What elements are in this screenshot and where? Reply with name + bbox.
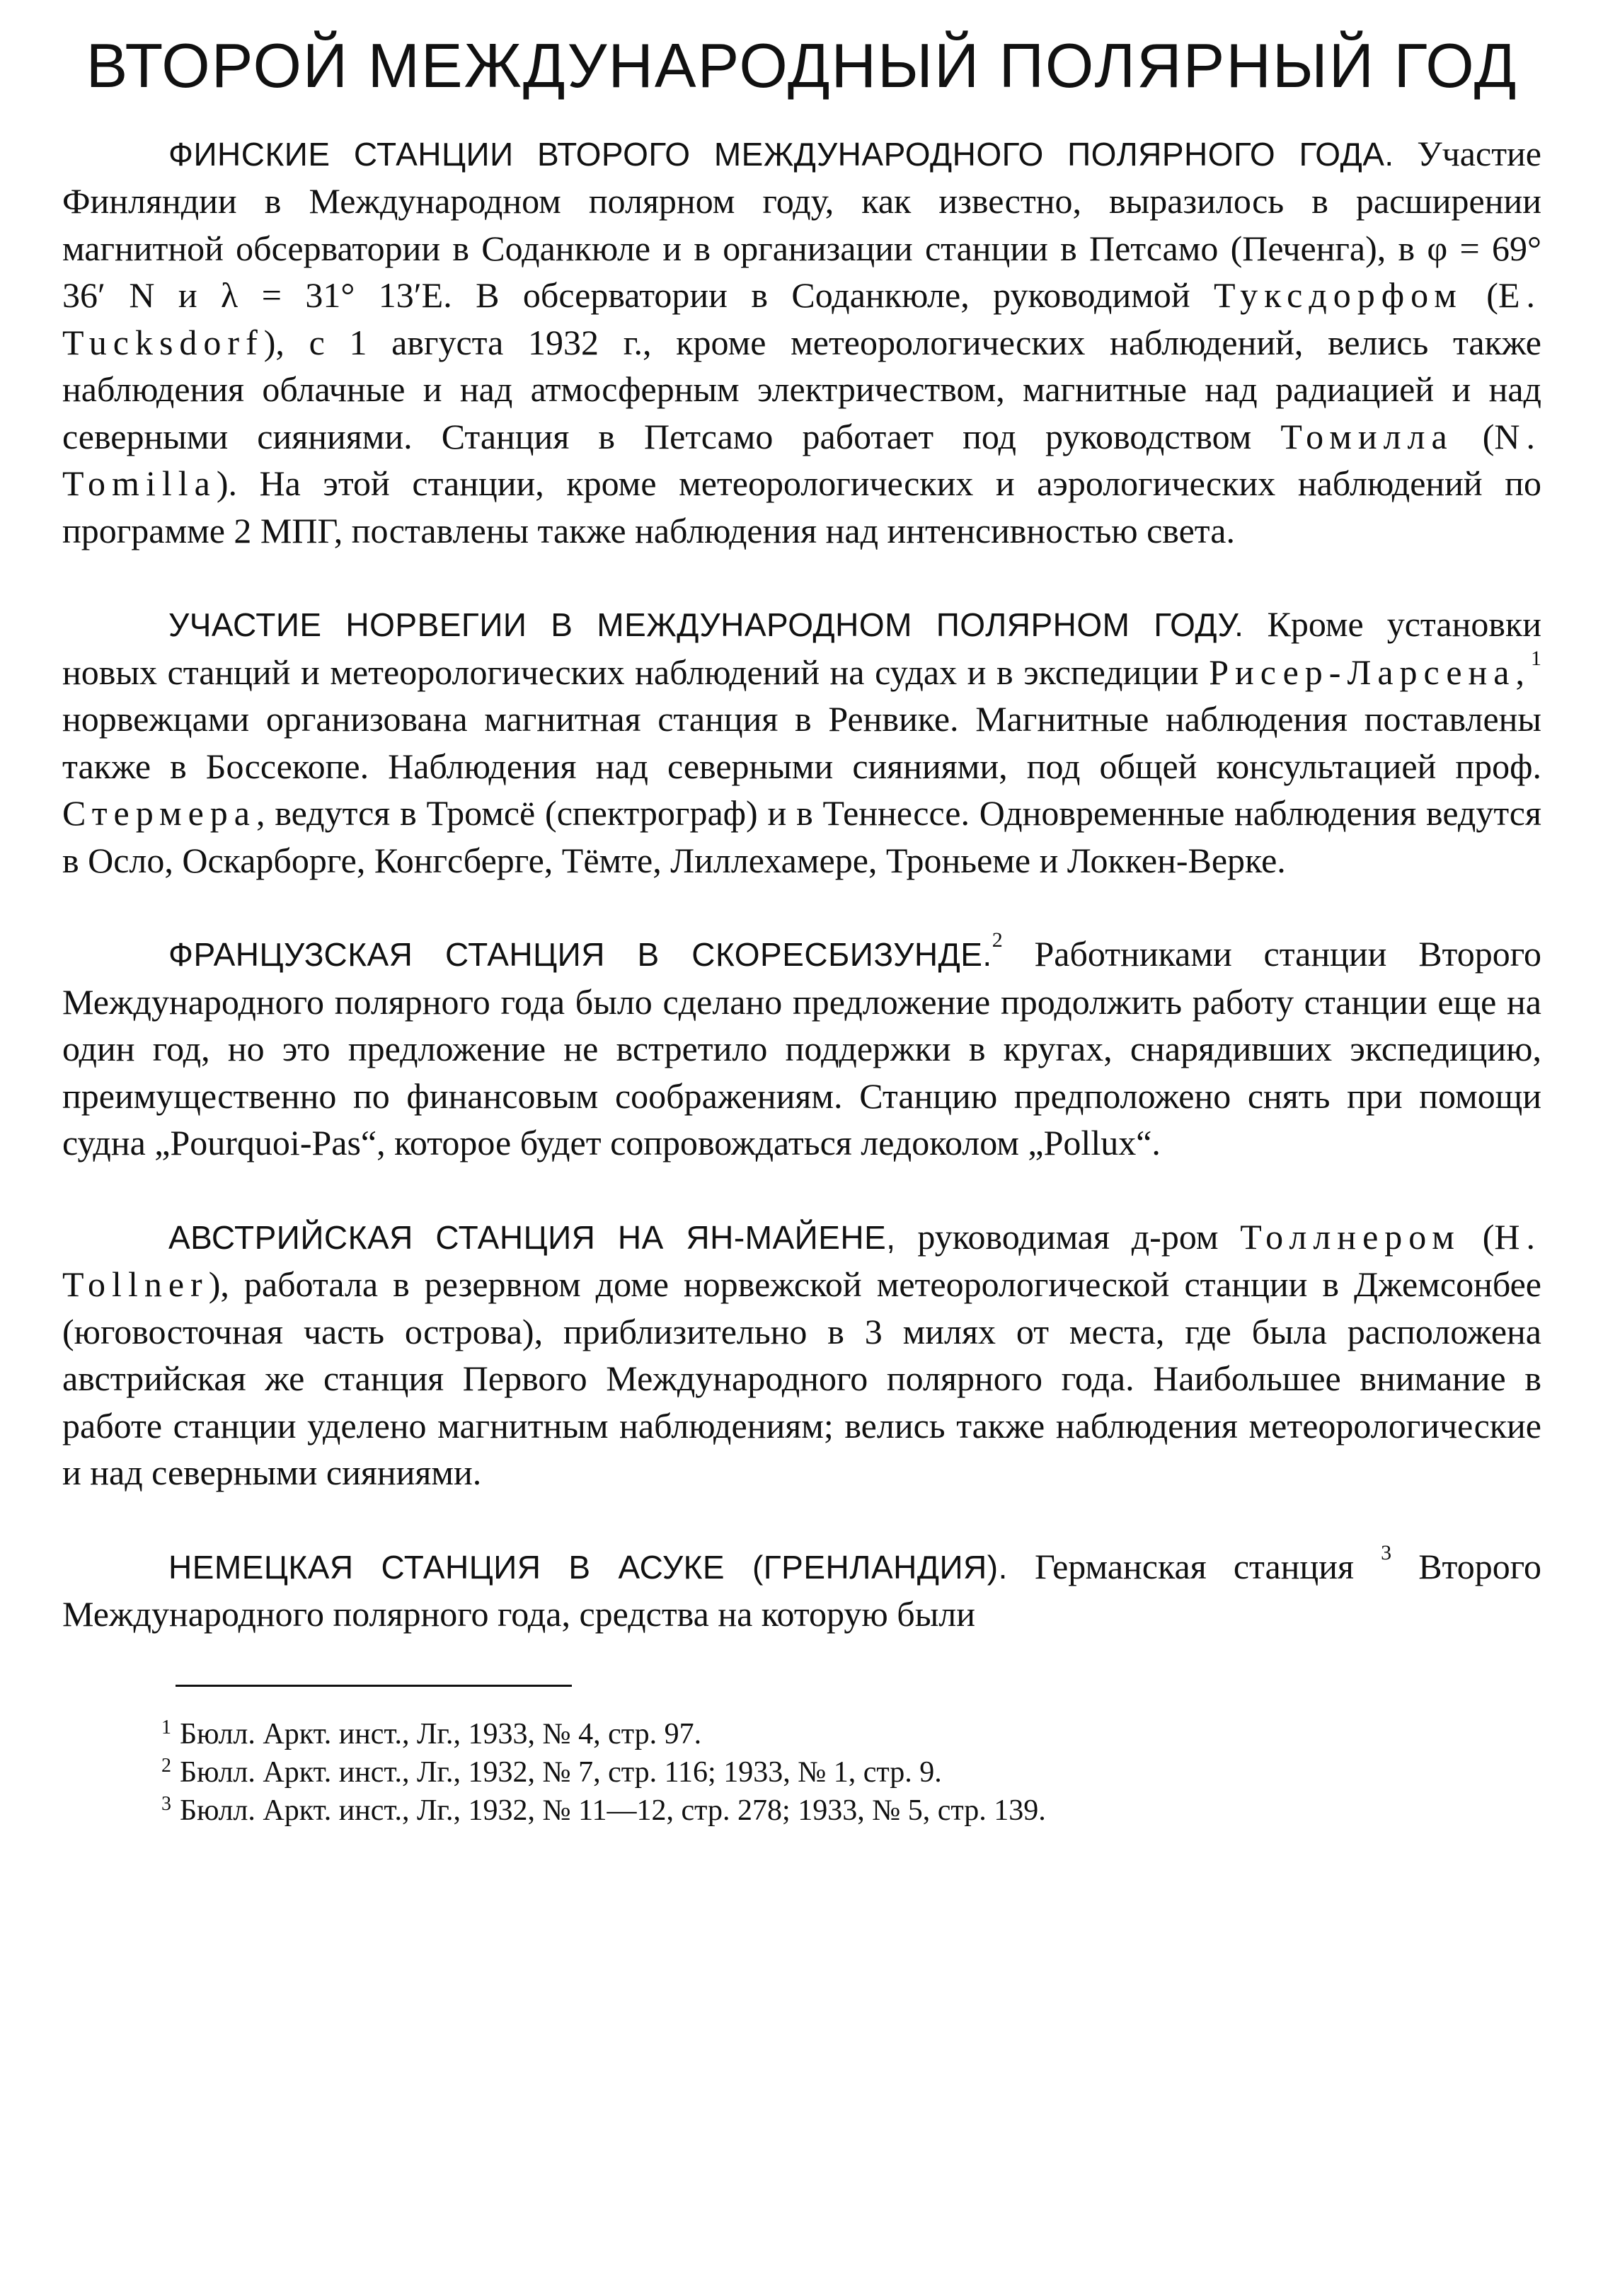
page [62, 28, 1541, 1830]
page-title: ВТОРОЙ МЕЖДУНАРОДНЫЙ ПОЛЯРНЫЙ ГОД [86, 30, 1518, 100]
person-name: Толлнером [1240, 1216, 1461, 1257]
section-text: Германская станция [1007, 1546, 1381, 1586]
person-name-latin: H. Tollner [62, 1216, 1541, 1305]
footnote-text: Бюлл. Аркт. инст., Лг., 1933, № 4, стр. 97. [180, 1717, 702, 1750]
footnote-ref: 1 [1531, 646, 1541, 670]
section-text: ( [1462, 275, 1498, 316]
footnote-item [161, 1753, 1541, 1792]
person-name: Туксдорфом [1214, 275, 1463, 316]
footnote-number: 3 [161, 1792, 171, 1815]
section-text: ). На этой станции, кроме метеорологических и аэрологических наблюдений по программе 2 МПГ, поставлены также наблюдения над интенсивностью света. [62, 463, 1541, 550]
section-text: Участие Финляндии в Международном полярном году, как известно, выразилось в расширении магнитной обсерватории в Соданкюле и в организации станции в Петсамо (Печенга), в φ = 69° 36′ N и λ = 31° 13′E. В обсерватории в Соданкюле, руководимой [62, 133, 1541, 316]
person-name-latin: N. Tomilla [62, 416, 1541, 504]
section-heading: АВСТРИЙСКАЯ СТАНЦИЯ НА ЯН-МАЙЕНЕ, [168, 1218, 896, 1256]
footnote-number: 2 [161, 1754, 171, 1777]
section-heading: НЕМЕЦКАЯ СТАНЦИЯ В АСУКЕ (ГРЕНЛАНДИЯ). [168, 1548, 1008, 1586]
section-heading: ФРАНЦУЗСКАЯ СТАНЦИЯ В СКОРЕСБИЗУНДЕ. [168, 936, 992, 974]
footnote-item [161, 1715, 1541, 1753]
section-austria [62, 1213, 1541, 1496]
section-text: , ведутся в Тромсё (спектрограф) и в Теннессе. Одновременные наблюдения ведутся в Осло, Оскарборге, Конгсберге, Тёмте, Лиллехамере, Троньеме и Локкен-Верке. [62, 793, 1541, 880]
section-heading: ФИНСКИЕ СТАНЦИИ ВТОРОГО МЕЖДУНАРОДНОГО ПОЛЯРНОГО ГОДА. [168, 135, 1394, 173]
section-heading: УЧАСТИЕ НОРВЕГИИ В МЕЖДУНАРОДНОМ ПОЛЯРНОМ ГОДУ. [168, 606, 1244, 644]
person-name: Стермера [62, 793, 257, 833]
section-text: Второго Международного полярного года, средства на которую были [62, 1546, 1542, 1634]
section-text: ), работала в резервном доме норвежской метеорологической станции в Джемсонбее (юговосточная часть острова), приблизительно в 3 милях от места, где была расположена австрийская же станция Первого Международного полярного года. Наибольшее внимание в работе станции уделено магнитным наблюдениям; велись также наблюдения метеорологические и над северными сияниями. [62, 1264, 1541, 1493]
section-text: ( [1453, 416, 1495, 456]
footnote-ref: 3 [1381, 1540, 1392, 1564]
section-france [62, 930, 1541, 1167]
footnote-ref: 2 [992, 928, 1003, 952]
person-name: Рисер-Ларсена, [1209, 652, 1531, 692]
section-norway [62, 601, 1541, 884]
footnotes [62, 1715, 1541, 1830]
section-text: Работниками станции Второго Международного полярного года было сделано предложение продолжить работу станции еще на один год, но это предложение не встретило поддержки в кругах, снарядивших экспедицию, преимущественно по финансовым соображениям. Станцию предположено снять при помощи судна „Pourquoi-Pas“, которое будет сопровождаться ледоколом „Pollux“. [62, 934, 1541, 1163]
section-germany [62, 1540, 1542, 1638]
section-finland [62, 130, 1541, 555]
footnote-text: Бюлл. Аркт. инст., Лг., 1932, № 11—12, стр. 278; 1933, № 5, стр. 139. [180, 1794, 1046, 1827]
section-text: ( [1460, 1216, 1495, 1257]
person-name: Томилла [1280, 416, 1454, 456]
section-text: руководимая д-ром [895, 1216, 1241, 1257]
section-text: ), с 1 августа 1932 г., кроме метеорологических наблюдений, велись также наблюдения облачные и над атмосферным электричеством, магнитные над радиацией и над северными сияниями. Станция в Петсамо работает под руководством [62, 322, 1541, 456]
footnote-divider [176, 1685, 572, 1687]
footnote-text: Бюлл. Аркт. инст., Лг., 1932, № 7, стр. 116; 1933, № 1, стр. 9. [180, 1755, 942, 1789]
footnote-number: 1 [161, 1716, 171, 1738]
person-name-latin: E. Tucksdorf [62, 275, 1541, 362]
section-text: норвежцами организована магнитная станция в Ренвике. Магнитные наблюдения поставлены также в Боссекопе. Наблюдения над северными сияниями, под общей консультацией проф. [62, 699, 1541, 786]
footnote-item [161, 1792, 1541, 1830]
section-text: Кроме установки новых станций и метеорологических наблюдений на судах и в экспедиции [62, 604, 1541, 692]
